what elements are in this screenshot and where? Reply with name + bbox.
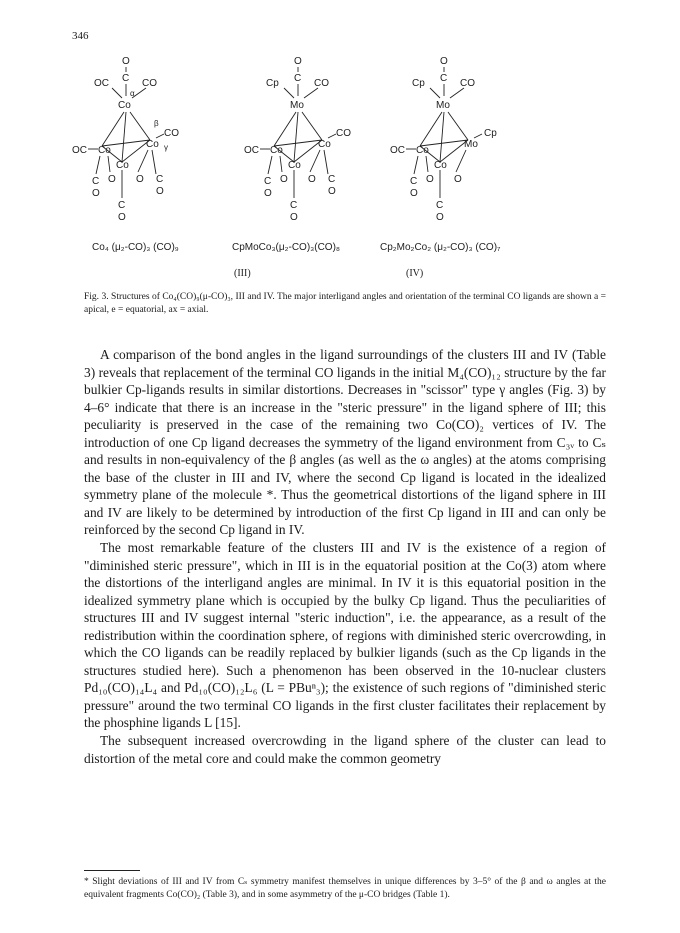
svg-text:O: O — [454, 174, 462, 185]
svg-text:O: O — [308, 174, 316, 185]
svg-text:O: O — [92, 188, 100, 199]
s2-top-left: Cp — [266, 78, 279, 89]
s2-bridge-right: CO — [336, 128, 351, 139]
svg-text:O: O — [280, 174, 288, 185]
structure-2 — [244, 56, 351, 223]
figure-caption — [84, 291, 606, 317]
s3-bridge-right: Cp — [484, 128, 497, 139]
s3-metal-right: Mo — [464, 139, 478, 150]
s3-top-right: CO — [460, 78, 475, 89]
paragraph-1: A comparison of the bond angles in the ligand surroundings of the clusters III and IV (Table 3) reveals that replacement of the terminal CO ligands in the initial M₄(CO)₁₂ structure by the far bulkier Cp-ligands results in similar distortions. Decreases in "scissor" type γ angles (Fig. 3) by 4–6° indicate that there is an increase in the "steric pressure" in the ligand sphere of III; this peculiarity is preserved in the case of the remaining two Co(CO)₂ vertices of IV. The introduction of one Cp ligand decreases the symmetry of the ligand environment from C₃ᵥ to Cₛ and results in non-equivalency of the β angles (as well as the ω angles) at the atoms comprising the base of the cluster in III and IV, where the second Cp ligand is located in the idealized symmetry plane of the molecule *. Thus the geometrical distortions of the ligand sphere in III and IV are likely to be determined by introduction of the first Cp ligand in III and can only be reinforced by the second Cp ligand in IV. — [84, 347, 606, 538]
svg-text:C: C — [118, 200, 126, 211]
formula-1: Co₄ (μ₂-CO)₃ (CO)₉ — [92, 242, 179, 253]
s1-top-c: C — [122, 73, 130, 84]
svg-text:C: C — [156, 174, 164, 185]
paragraph-2: The most remarkable feature of the clusters III and IV is the existence of a region of "diminished steric pressure", which in III is in the equatorial position at the Co(3) atom where the distortions of the interligand angles are minimal. In IV it is this equatorial position in the idealized symmetry plane which is occupied by the bulky Cp ligand. Thus the peculiarities of structures III and IV suggest internal "steric induction", i.e. the appearance, as a result of the redistribution within the coordination sphere, of regions with diminished steric overcrowding, in which the CO ligands can be readily replaced by bulkier ligands (such as the Cp ligands in the structures studied here). Such a phenomenon has been observed in the 10-nuclear clusters Pd₁₀(CO)₁₄L₄ and Pd₁₀(CO)₁₂L₆ (L = PBuⁿ₃); the existence of such regions of "diminished steric pressure" around the two terminal CO ligands in the first cluster facilitates their replacement by the phosphine ligands L [15]. — [84, 540, 606, 731]
svg-text:C: C — [290, 200, 298, 211]
svg-text:O: O — [118, 212, 126, 223]
s2-top-right: CO — [314, 78, 329, 89]
s1-bridge-right: CO — [164, 128, 179, 139]
s1-top-right: CO — [142, 78, 157, 89]
s1-angle-alpha: α — [130, 89, 135, 98]
s1-metal-left: Co — [98, 145, 111, 156]
svg-text:C: C — [92, 176, 100, 187]
s1-top-o: O — [122, 56, 130, 67]
footnote-rule — [84, 870, 140, 871]
s2-metal-left: Co — [270, 145, 283, 156]
s1-metal-bottom: Co — [116, 160, 129, 171]
s3-apex: Mo — [436, 100, 450, 111]
page-number: 346 — [72, 30, 89, 42]
svg-text:O: O — [108, 174, 116, 185]
structure-1 — [72, 56, 179, 223]
s2-metal-right: Co — [318, 139, 331, 150]
svg-text:C: C — [264, 176, 272, 187]
s1-metal-right: Co — [146, 139, 159, 150]
s3-left-carbonyl: OC — [390, 145, 405, 156]
s2-top-o: O — [294, 56, 302, 67]
structure-drawings — [72, 50, 612, 315]
s3-top-left: Cp — [412, 78, 425, 89]
caption-text: Co₄(CO)₉(μ-CO)₃, III and IV. The major interligand angles and orientation of the terminal CO ligands are shown a = apical, e = equatorial, ax = axial. — [84, 292, 607, 315]
svg-text:O: O — [156, 186, 164, 197]
s3-metal-bottom: Co — [434, 160, 447, 171]
s2-apex: Mo — [290, 100, 304, 111]
formula-3: Cp₂Mo₂Co₂ (μ₂-CO)₃ (CO)₇ — [380, 242, 501, 253]
svg-text:C: C — [410, 176, 418, 187]
body-text — [84, 346, 606, 767]
svg-text:O: O — [328, 186, 336, 197]
s2-metal-bottom: Co — [288, 160, 301, 171]
formula-2: CpMoCo₃(μ₂-CO)₃(CO)₈ — [232, 242, 341, 253]
svg-text:C: C — [328, 174, 336, 185]
svg-text:O: O — [410, 188, 418, 199]
caption-lead: Fig. 3. Structures of — [84, 292, 160, 302]
s1-angle-gamma: γ — [164, 143, 168, 152]
structure-3 — [390, 56, 497, 223]
svg-text:C: C — [436, 200, 444, 211]
s3-top-c: C — [440, 73, 448, 84]
svg-text:O: O — [136, 174, 144, 185]
footnote: * Slight deviations of III and IV from Cₛ symmetry manifest themselves in unique differences by 3–5° of the β and ω angles at the equivalent fragments Co(CO)₂ (Table 3), and in some asymmetry of the μ-CO bridges (Table 1). — [84, 877, 606, 900]
structure-label-iv: (IV) — [406, 268, 424, 279]
s3-top-o: O — [440, 56, 448, 67]
svg-text:O: O — [290, 212, 298, 223]
s1-left-carbonyl: OC — [72, 145, 87, 156]
s1-top-left: OC — [94, 78, 109, 89]
s1-angle-beta: β — [154, 119, 159, 128]
s1-apex: Co — [118, 100, 131, 111]
structure-label-iii: (III) — [234, 268, 251, 279]
s2-top-c: C — [294, 73, 302, 84]
svg-text:O: O — [264, 188, 272, 199]
s2-left-carbonyl: OC — [244, 145, 259, 156]
s3-metal-left: Co — [416, 145, 429, 156]
paragraph-3: The subsequent increased overcrowding in the ligand sphere of the cluster can lead to distortion of the metal core and could make the common geometry — [84, 733, 606, 766]
svg-text:O: O — [436, 212, 444, 223]
svg-text:O: O — [426, 174, 434, 185]
